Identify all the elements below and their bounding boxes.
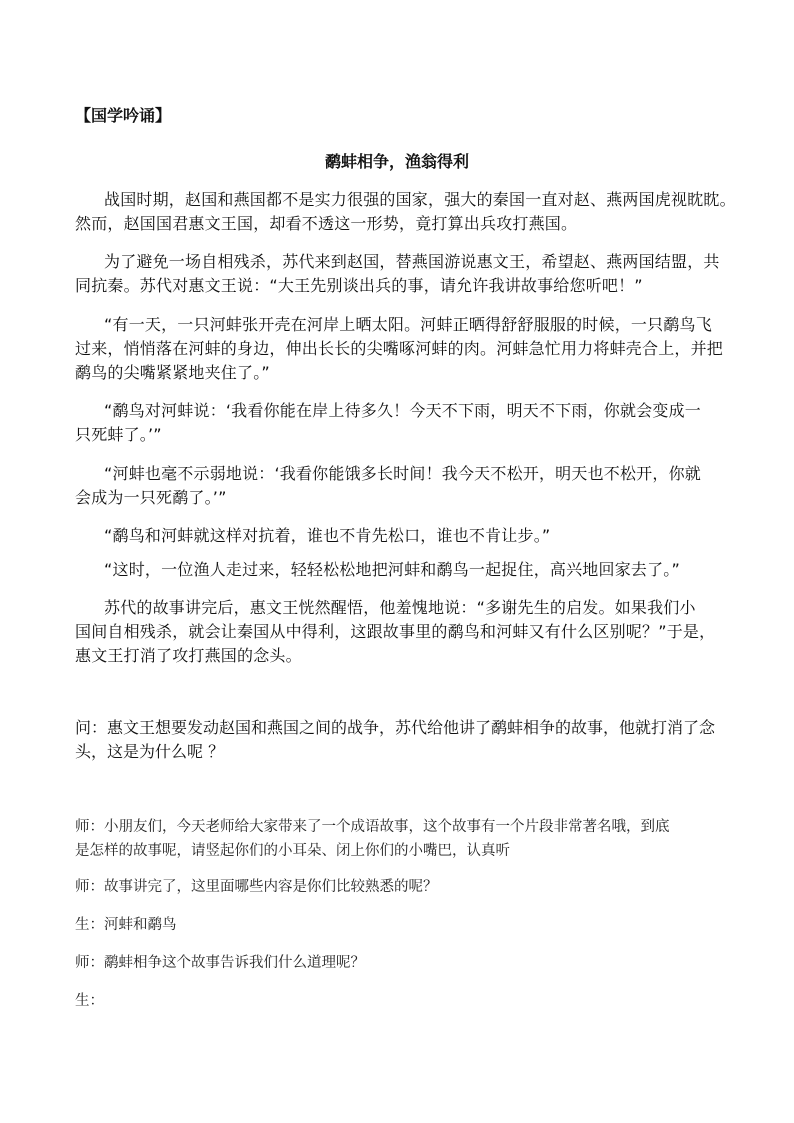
- dialog-line: 师：小朋友们，今天老师给大家带来了一个成语故事，这个故事有一个片段非常著名哦，到底: [75, 819, 670, 835]
- story-line: 战国时期，赵国和燕国都不是实力很强的国家，强大的秦国一直对赵、燕两国虎视眈眈。: [104, 190, 736, 209]
- dialog-line: 是怎样的故事呢，请竖起你们的小耳朵、闭上你们的小嘴巴，认真听: [75, 843, 510, 859]
- story-line: 会成为一只死鹬了。’”: [75, 488, 227, 507]
- story-line: 过来，悄悄落在河蚌的身边，伸出长长的尖嘴啄河蚌的肉。河蚌急忙用力将蚌壳合上，并把: [75, 339, 724, 358]
- story-line: 为了避免一场自相残杀，苏代来到赵国，替燕国游说惠文王，希望赵、燕两国结盟，共: [104, 252, 720, 271]
- dialog-line: 师：故事讲完了，这里面哪些内容是你们比较熟悉的呢？: [75, 879, 438, 895]
- story-line: 同抗秦。苏代对惠文王说：“大王先别谈出兵的事，请允许我讲故事给您听吧！”: [75, 276, 643, 295]
- story-line: 鹬鸟的尖嘴紧紧地夹住了。”: [75, 363, 270, 382]
- story-line: 只死蚌了。’”: [75, 425, 162, 444]
- story-line: “这时，一位渔人走过来，轻轻松松地把河蚌和鹬鸟一起捉住，高兴地回家去了。”: [104, 560, 680, 579]
- question-line: 问：惠文王想要发动赵国和燕国之间的战争，苏代给他讲了鹬蚌相争的故事，他就打消了念: [75, 718, 716, 737]
- story-line: “鹬鸟对河蚌说：‘我看你能在岸上待多久！今天不下雨，明天不下雨，你就会变成一: [104, 401, 701, 420]
- story-line: “河蚌也毫不示弱地说：‘我看你能饿多长时间！我今天不松开，明天也不松开，你就: [104, 464, 701, 483]
- dialog-line: 生：河蚌和鹬鸟: [75, 917, 177, 933]
- dialog-line: 生：: [75, 993, 104, 1009]
- story-line: 然而，赵国国君惠文王国，却看不透这一形势，竟打算出兵攻打燕国。: [75, 214, 578, 233]
- story-line: 国间自相残杀，就会让秦国从中得利，这跟故事里的鹬鸟和河蚌又有什么区别呢？”于是，: [75, 622, 716, 641]
- story-line: “有一天，一只河蚌张开壳在河岸上晒太阳。河蚌正晒得舒舒服服的时候，一只鹬鸟飞: [104, 315, 712, 334]
- story-line: “鹬鸟和河蚌就这样对抗着，谁也不肯先松口，谁也不肯让步。”: [104, 526, 551, 545]
- section-heading: 【国学吟诵】: [75, 106, 172, 125]
- dialog-line: 师：鹬蚌相争这个故事告诉我们什么道理呢？: [75, 955, 365, 971]
- question-line: 头，这是为什么呢 ？: [75, 742, 225, 761]
- story-title: 鹬蚌相争，渔翁得利: [325, 152, 470, 171]
- story-line: 苏代的故事讲完后，惠文王恍然醒悟，他羞愧地说：“多谢先生的启发。如果我们小: [104, 598, 696, 617]
- story-line: 惠文王打消了攻打燕国的念头。: [75, 646, 302, 665]
